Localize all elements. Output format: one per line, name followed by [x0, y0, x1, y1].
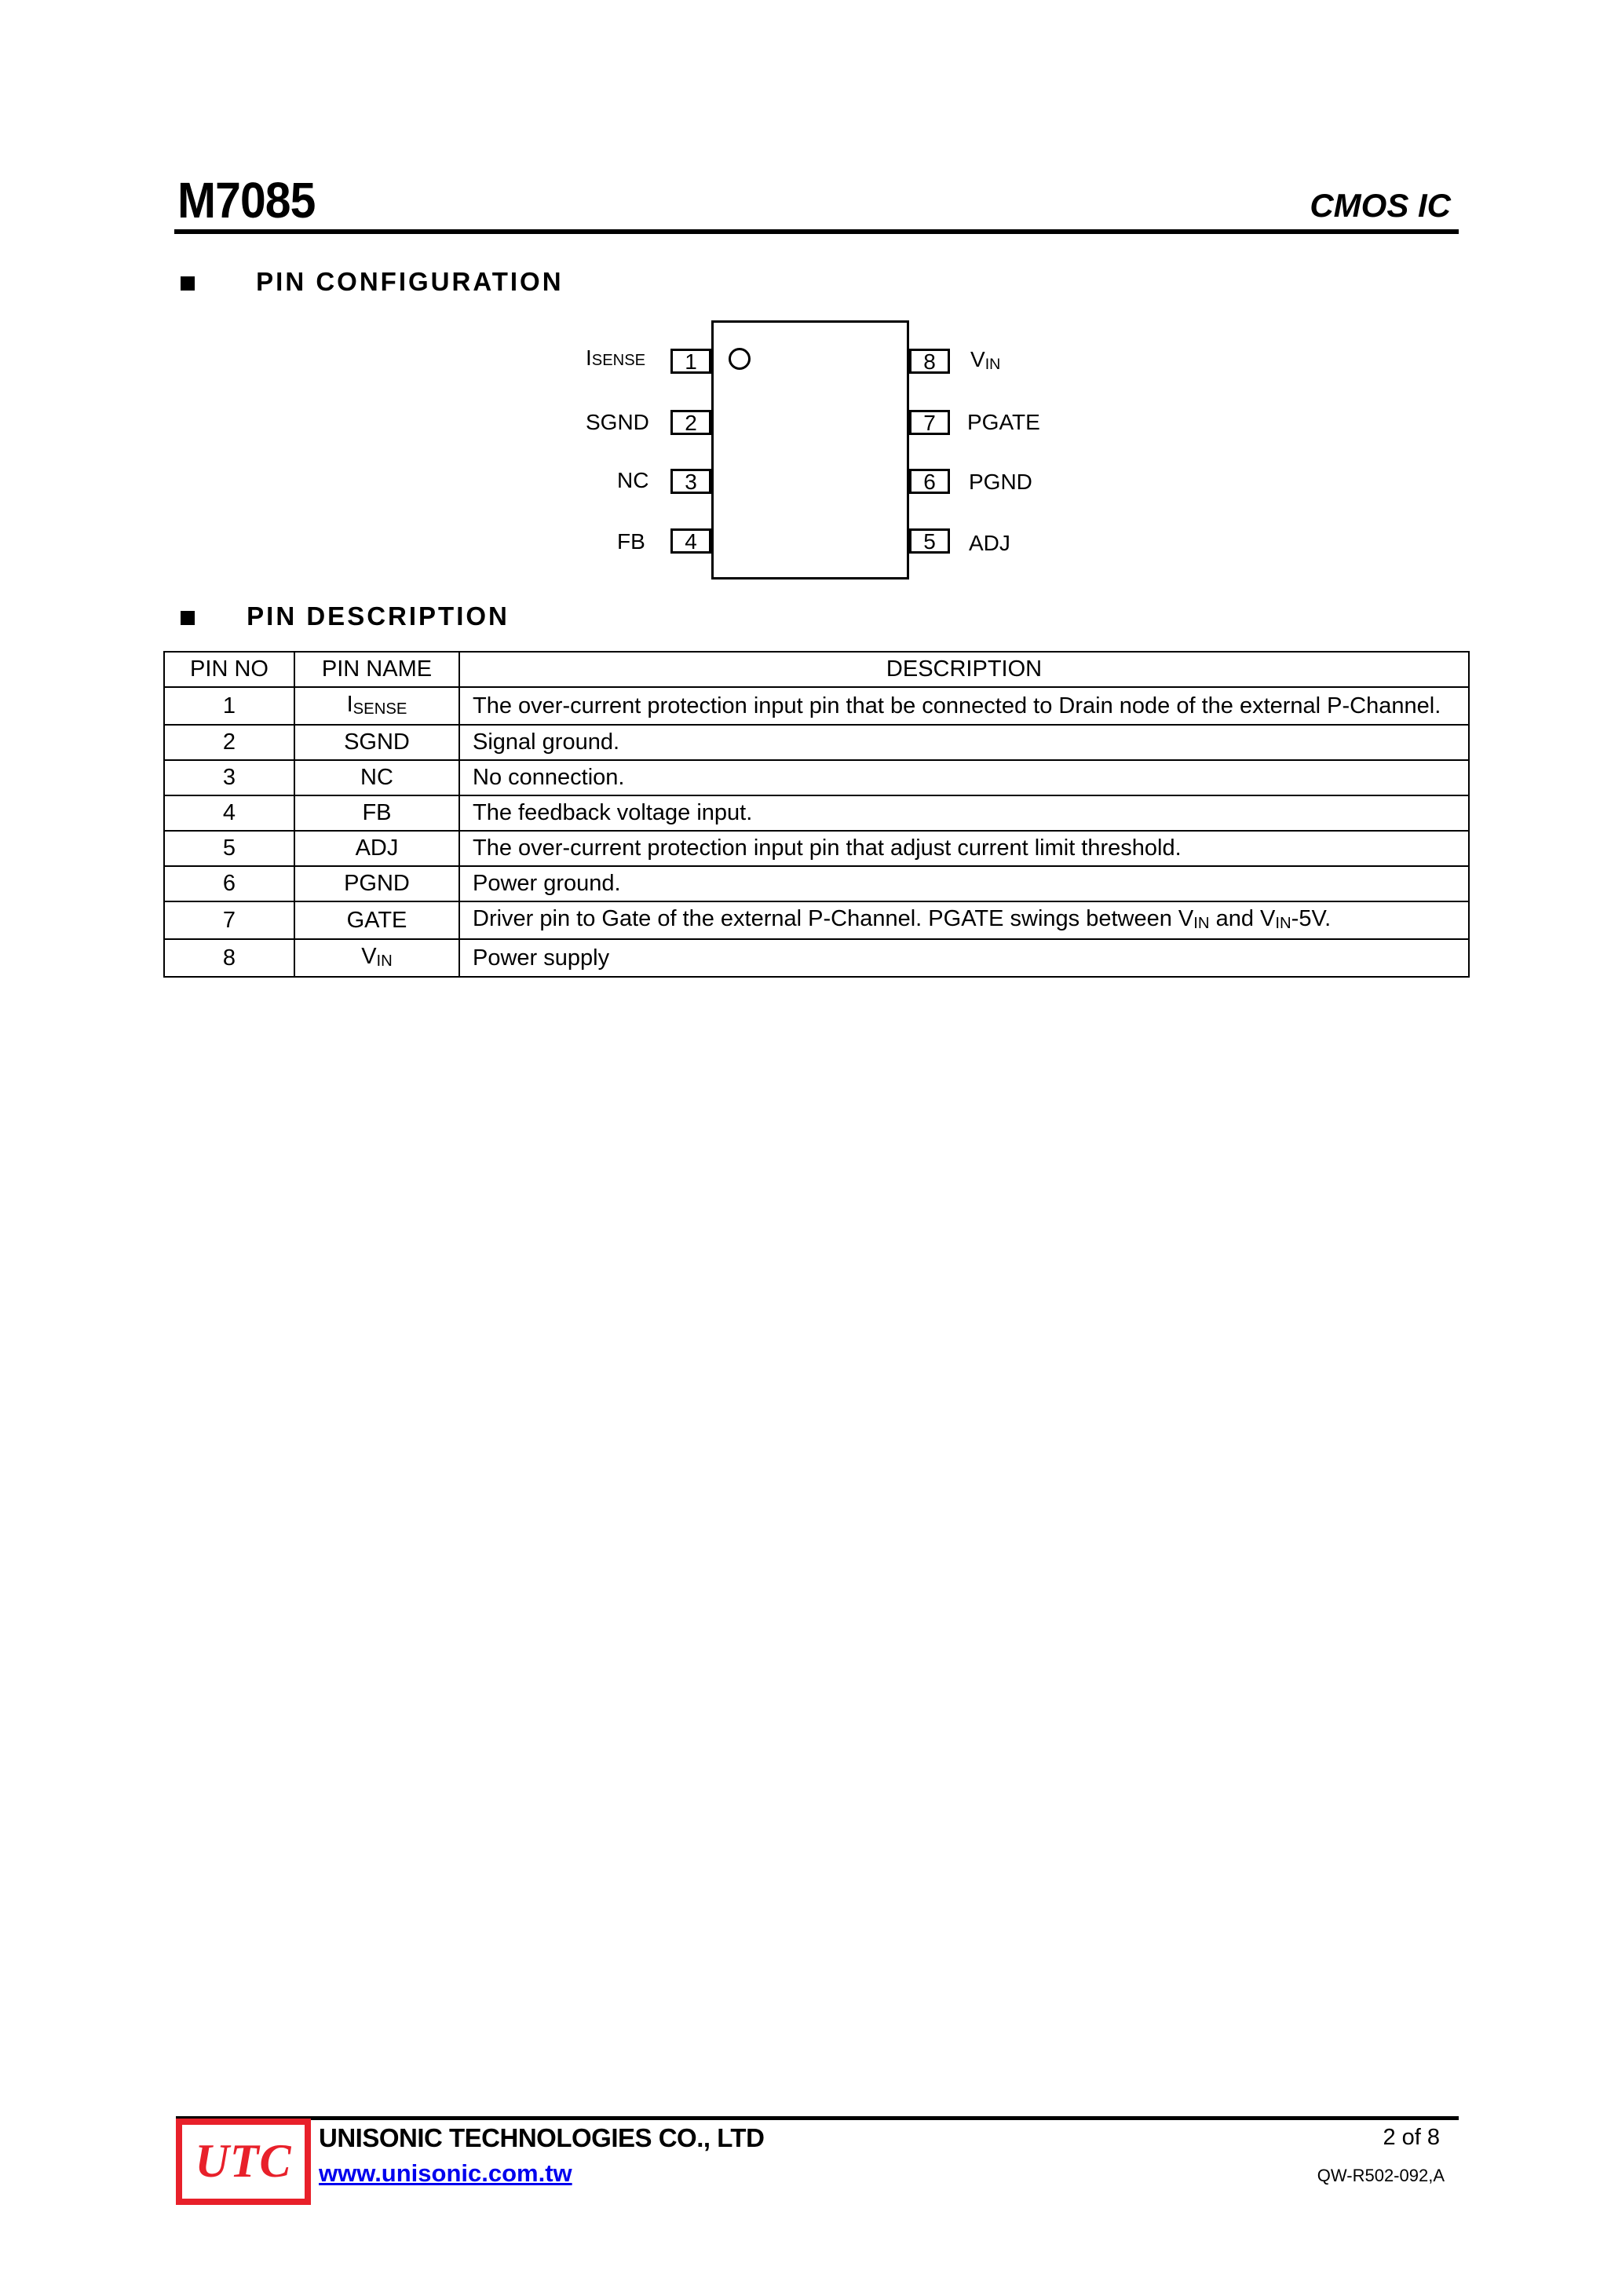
pin-number-5: 5 [909, 528, 950, 554]
document-type: CMOS IC [1310, 187, 1451, 224]
pin-number-4: 4 [670, 528, 711, 554]
square-bullet-icon [181, 611, 195, 625]
table-row [164, 866, 1469, 901]
logo-text: UTC [195, 2135, 292, 2187]
table-row [164, 831, 1469, 866]
header-pin-name: PIN NAME [294, 652, 459, 687]
header-description: DESCRIPTION [459, 652, 1469, 687]
utc-logo [176, 2119, 311, 2205]
pin-number-2: 2 [670, 410, 711, 435]
description-cell: The over-current protection input pin that be connected to Drain node of the external P-Channel. [459, 687, 1469, 725]
pin-name-cell: SGND [294, 725, 459, 760]
website-link[interactable]: www.unisonic.com.tw [319, 2159, 572, 2187]
pin-no-cell: 8 [164, 939, 294, 977]
pin-label-sgnd: SGND [586, 410, 649, 434]
pin-description-title: PIN DESCRIPTION [247, 601, 510, 631]
pin-number-6: 6 [909, 469, 950, 494]
pin1-marker [729, 348, 751, 370]
part-number: M7085 [177, 172, 316, 229]
pin-label-nc: NC [617, 468, 649, 492]
pin-description-heading [181, 601, 510, 631]
pin-name-cell: ADJ [294, 831, 459, 866]
table-row [164, 795, 1469, 831]
pin-no-cell: 6 [164, 866, 294, 901]
pin-name-cell: GATE [294, 901, 459, 939]
square-bullet-icon [181, 276, 195, 291]
table-row [164, 687, 1469, 725]
footer-divider [176, 2116, 1459, 2120]
pin-name-cell: FB [294, 795, 459, 831]
pin-label-isense: ISENSE [586, 345, 646, 370]
description-cell: The feedback voltage input. [459, 795, 1469, 831]
document-code: QW-R502-092,A [1317, 2166, 1445, 2185]
description-cell: No connection. [459, 760, 1469, 795]
pin-number-7: 7 [909, 410, 950, 435]
pin-no-cell: 1 [164, 687, 294, 725]
description-cell: Driver pin to Gate of the external P-Channel. PGATE swings between $V_{IN}$ and $V_{IN}-5V$. [459, 901, 1469, 939]
table-row [164, 939, 1469, 977]
description-cell: The over-current protection input pin that adjust current limit threshold. [459, 831, 1469, 866]
pin-description-table [163, 651, 1470, 978]
pin-label-pgnd: PGND [969, 470, 1032, 494]
pin-label-vin: $V_{IN}$ [970, 347, 1001, 373]
pin-label-fb: FB [617, 529, 645, 554]
table-header-row [164, 652, 1469, 687]
header-divider [174, 229, 1459, 234]
pin-number-1: 1 [670, 349, 711, 374]
pin-no-cell: 7 [164, 901, 294, 939]
pin-name-cell: NC [294, 760, 459, 795]
pin-name-cell: $V_{IN}$ [294, 939, 459, 977]
description-cell: Power supply [459, 939, 1469, 977]
pin-no-cell: 4 [164, 795, 294, 831]
page-number: 2 of 8 [1383, 2125, 1440, 2150]
pin-label-adj: ADJ [969, 531, 1010, 555]
pin-name-cell: PGND [294, 866, 459, 901]
table-row [164, 725, 1469, 760]
pin-number-8: 8 [909, 349, 950, 374]
pin-no-cell: 3 [164, 760, 294, 795]
table-row [164, 760, 1469, 795]
pin-no-cell: 5 [164, 831, 294, 866]
table-row [164, 901, 1469, 939]
pin-no-cell: 2 [164, 725, 294, 760]
pin-name-cell: $I_{SENSE}$ [294, 687, 459, 725]
pin-configuration-title: PIN CONFIGURATION [256, 267, 564, 296]
description-cell: Signal ground. [459, 725, 1469, 760]
description-cell: Power ground. [459, 866, 1469, 901]
pin-configuration-heading [181, 267, 564, 297]
pin-number-3: 3 [670, 469, 711, 494]
header-pin-no: PIN NO [164, 652, 294, 687]
company-name: UNISONIC TECHNOLOGIES CO., LTD [319, 2123, 765, 2152]
pin-label-pgate: PGATE [967, 410, 1040, 434]
